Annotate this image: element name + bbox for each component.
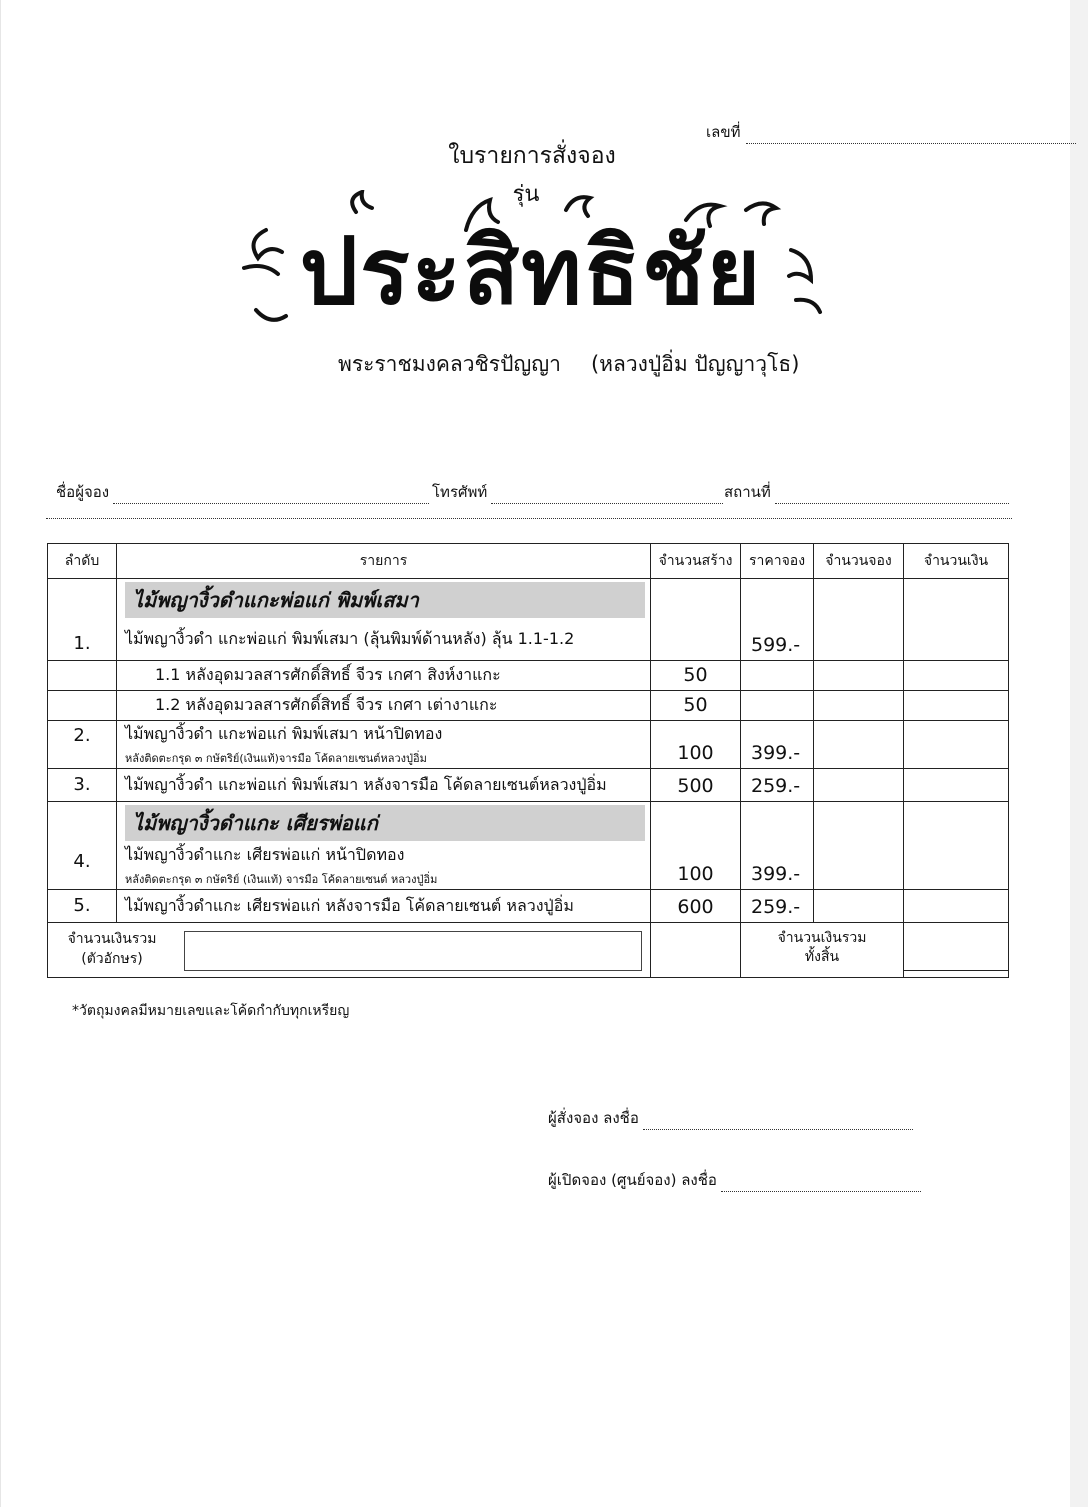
place-field[interactable]: [724, 480, 1009, 504]
section-heading-1: ไม้พญางิ้วดำแกะพ่อแก่ พิมพ์เสมา: [125, 582, 645, 618]
phone-label: โทรศัพท์: [432, 483, 488, 501]
table-row: [48, 802, 1009, 842]
orderer-name-field[interactable]: [56, 480, 429, 504]
section-heading-2: ไม้พญางิ้วดำแกะ เศียรพ่อแก่: [125, 805, 645, 841]
series-name: ประสิทธิชัย: [299, 216, 763, 325]
qty-made-cell: 50: [651, 661, 741, 691]
amount-cell[interactable]: [904, 769, 1009, 802]
grand-total-cell[interactable]: [904, 923, 1009, 978]
place-label: สถานที่: [724, 483, 771, 501]
row-number: [48, 691, 117, 721]
orderer-signature-field[interactable]: [548, 1106, 913, 1130]
qty-made-cell: 500: [651, 769, 741, 802]
header-qty-made: จำนวนสร้าง: [651, 544, 741, 579]
header-qty-order: จำนวนจอง: [814, 544, 904, 579]
header-price: ราคาจอง: [741, 544, 814, 579]
price-cell: 599.-: [741, 579, 814, 661]
monk-line: [338, 348, 799, 381]
sum-in-words-input[interactable]: [184, 931, 642, 971]
item-title: ไม้พญางิ้วดำ แกะพ่อแก่ พิมพ์เสมา หน้าปิดทอง: [125, 724, 443, 743]
table-row: [48, 579, 1009, 619]
amount-cell[interactable]: [904, 691, 1009, 721]
table-row: [48, 769, 1009, 802]
series-label: รุ่น: [512, 182, 540, 207]
item-text: 1.1 หลังอุดมวลสารศักดิ์สิทธิ์ จีวร เกศา สิงห์งาแกะ: [117, 661, 651, 691]
center-signature-field[interactable]: [548, 1168, 921, 1192]
item-title: ไม้พญางิ้วดำแกะ เศียรพ่อแก่ หน้าปิดทอง: [125, 844, 405, 864]
monk-alias: (หลวงปู่อิ่ม ปัญญาวุโธ): [590, 352, 800, 376]
amount-cell[interactable]: [904, 661, 1009, 691]
qty-order-cell[interactable]: [814, 890, 904, 923]
sum-in-words-label: จำนวนเงินรวม (ตัวอักษร): [67, 931, 157, 967]
table-row: [48, 890, 1009, 923]
item-text: ไม้พญางิ้วดำ แกะพ่อแก่ พิมพ์เสมา (ลุ้นพิมพ์ด้านหลัง) ลุ้น 1.1-1.2: [117, 618, 651, 661]
orderer-signature-line: [643, 1117, 913, 1130]
order-table: [47, 543, 1009, 978]
section-cell: [117, 579, 651, 619]
qty-made-cell: 100: [651, 802, 741, 890]
footnote: *วัตถุมงคลมีหมายเลขและโค้ดกำกับทุกเหรียญ: [72, 1003, 350, 1019]
row-number: 1.: [48, 579, 117, 661]
row-number: 2.: [48, 721, 117, 769]
form-title: ใบรายการสั่งจอง: [448, 143, 616, 169]
header-amount: จำนวนเงิน: [904, 544, 1009, 579]
center-signature-line: [721, 1179, 921, 1192]
qty-made-cell: 100: [651, 721, 741, 769]
sum-spacer: [651, 923, 741, 978]
qty-order-cell[interactable]: [814, 802, 904, 890]
sum-in-words-cell: [48, 923, 651, 978]
table-row: [48, 691, 1009, 721]
orderer-name-line: [113, 491, 429, 504]
qty-order-cell[interactable]: [814, 691, 904, 721]
price-cell: [741, 691, 814, 721]
orderer-name-label: ชื่อผู้จอง: [56, 483, 110, 501]
amount-cell[interactable]: [904, 890, 1009, 923]
qty-made-cell: 600: [651, 890, 741, 923]
document-number-label: เลขที่: [706, 123, 741, 141]
center-signature-label: ผู้เปิดจอง (ศูนย์จอง) ลงชื่อ: [548, 1171, 717, 1189]
phone-line: [491, 491, 723, 504]
item-text: ไม้พญางิ้วดำแกะ เศียรพ่อแก่ หลังจารมือ โค้ดลายเซนต์ หลวงปู่อิ่ม: [117, 890, 651, 923]
price-cell: 399.-: [741, 721, 814, 769]
row-number: 4.: [48, 802, 117, 890]
place-line: [775, 491, 1009, 504]
orderer-signature-label: ผู้สั่งจอง ลงชื่อ: [548, 1109, 639, 1127]
item-text: [117, 841, 651, 890]
table-row: [48, 721, 1009, 769]
item-text: 1.2 หลังอุดมวลสารศักดิ์สิทธิ์ จีวร เกศา เต่างาแกะ: [117, 691, 651, 721]
qty-order-cell[interactable]: [814, 661, 904, 691]
section-cell: [117, 802, 651, 842]
item-text: [117, 721, 651, 769]
table-header-row: [48, 544, 1009, 579]
price-cell: 259.-: [741, 769, 814, 802]
monk-title: พระราชมงคลวชิรปัญญา: [338, 352, 561, 376]
header-no: ลำดับ: [48, 544, 117, 579]
qty-order-cell[interactable]: [814, 769, 904, 802]
grand-total-label: จำนวนเงินรวม ทั้งสิ้น: [741, 923, 904, 978]
qty-made-cell: [651, 579, 741, 661]
row-number: 5.: [48, 890, 117, 923]
qty-made-cell: 50: [651, 691, 741, 721]
amount-cell[interactable]: [904, 802, 1009, 890]
item-text: ไม้พญางิ้วดำ แกะพ่อแก่ พิมพ์เสมา หลังจารมือ โค้ดลายเซนต์หลวงปู่อิ่ม: [117, 769, 651, 802]
item-subtext: หลังติดตะกรุด ๓ กษัตริย์ (เงินแท้) จารมือ โค้ดลายเซนต์ หลวงปู่อิ่ม: [125, 872, 438, 886]
price-cell: 399.-: [741, 802, 814, 890]
price-cell: 259.-: [741, 890, 814, 923]
row-number: [48, 661, 117, 691]
summary-row: [48, 923, 1009, 978]
row-number: 3.: [48, 769, 117, 802]
qty-order-cell[interactable]: [814, 579, 904, 661]
header-item: รายการ: [117, 544, 651, 579]
price-cell: [741, 661, 814, 691]
qty-order-cell[interactable]: [814, 721, 904, 769]
series-logo: [236, 190, 826, 350]
amount-cell[interactable]: [904, 579, 1009, 661]
place-continuation-line[interactable]: [46, 518, 1012, 519]
table-row: [48, 661, 1009, 691]
phone-field[interactable]: [432, 480, 723, 504]
amount-cell[interactable]: [904, 721, 1009, 769]
item-subtext: หลังติดตะกรุด ๓ กษัตริย์(เงินแท้)จารมือ โค้ดลายเซนต์หลวงปู่อิ่ม: [125, 752, 427, 765]
